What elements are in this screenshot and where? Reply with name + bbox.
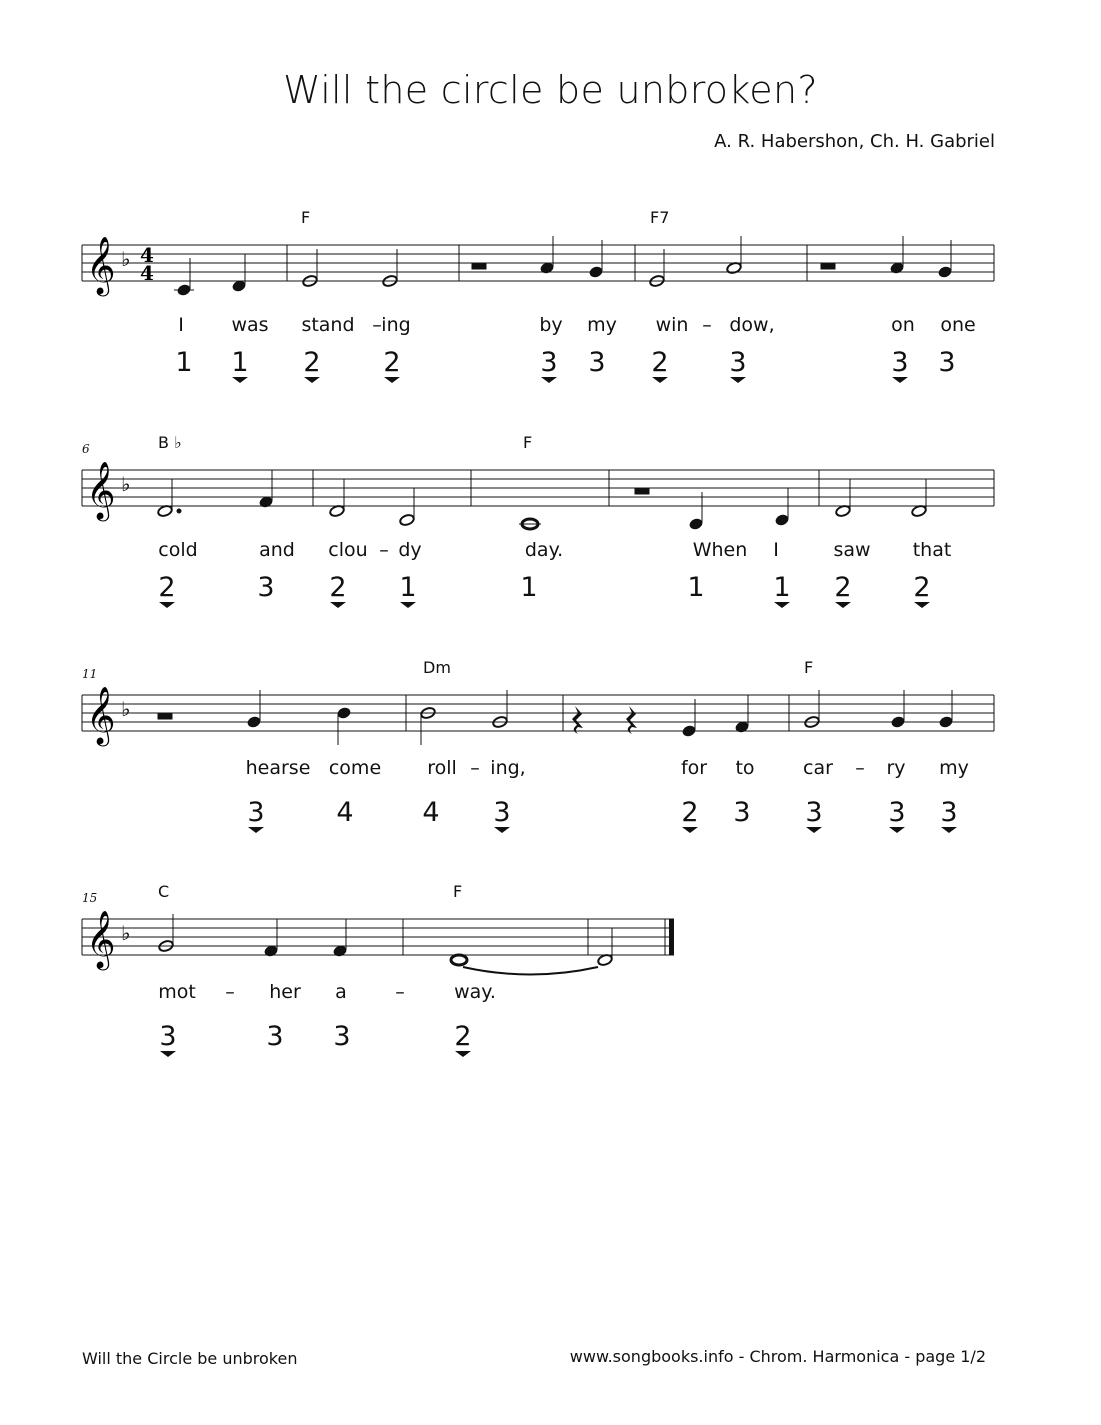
svg-text:♭: ♭ bbox=[121, 697, 131, 721]
harmonica-tab-draw: 2 bbox=[675, 798, 705, 833]
lyric-syllable: to bbox=[735, 757, 755, 779]
harmonica-tab: 3 bbox=[588, 347, 606, 378]
lyric-syllable: ing bbox=[381, 314, 411, 336]
harmonica-tab: 4 bbox=[336, 797, 354, 828]
lyric-syllable: her bbox=[269, 981, 301, 1003]
svg-text:𝄞: 𝄞 bbox=[86, 461, 116, 519]
harmonica-tab-draw: 2 bbox=[323, 573, 353, 608]
lyric-syllable: day. bbox=[524, 539, 564, 561]
svg-text:♭: ♭ bbox=[121, 247, 131, 271]
lyric-syllable: I bbox=[773, 539, 779, 561]
lyric-hyphen: – bbox=[702, 314, 712, 336]
harmonica-tab: 1 bbox=[687, 572, 705, 603]
harmonica-tab: 1 bbox=[175, 347, 193, 378]
harmonica-tab-draw: 2 bbox=[448, 1022, 478, 1057]
chord-symbol: F bbox=[301, 208, 311, 227]
composer: A. R. Habershon, Ch. H. Gabriel bbox=[714, 131, 995, 152]
lyric-syllable: saw bbox=[833, 539, 871, 561]
harmonica-tab: 3 bbox=[733, 797, 751, 828]
svg-text:𝄞: 𝄞 bbox=[86, 686, 116, 744]
lyric-syllable: mot bbox=[158, 981, 196, 1003]
bar-number: 6 bbox=[82, 442, 90, 456]
svg-text:♭: ♭ bbox=[121, 472, 131, 496]
harmonica-tab-draw: 2 bbox=[828, 573, 858, 608]
lyric-syllable: that bbox=[912, 539, 952, 561]
svg-text:♭: ♭ bbox=[121, 921, 131, 945]
svg-text:4: 4 bbox=[140, 261, 154, 285]
harmonica-tab-draw: 2 bbox=[152, 573, 182, 608]
lyric-syllable: by bbox=[539, 314, 563, 336]
harmonica-tab-draw: 3 bbox=[241, 798, 271, 833]
harmonica-tab-draw: 1 bbox=[767, 573, 797, 608]
harmonica-tab: 3 bbox=[266, 1021, 284, 1052]
lyric-syllable: roll bbox=[427, 757, 457, 779]
harmonica-tab-draw: 2 bbox=[377, 348, 407, 383]
harmonica-tab-draw: 3 bbox=[487, 798, 517, 833]
lyric-syllable: and bbox=[259, 539, 295, 561]
system-2 bbox=[0, 415, 1101, 625]
system-4 bbox=[0, 864, 1101, 1074]
svg-text:𝄞: 𝄞 bbox=[86, 910, 116, 968]
harmonica-tab-draw: 3 bbox=[885, 348, 915, 383]
harmonica-tab: 3 bbox=[333, 1021, 351, 1052]
harmonica-tab-draw: 2 bbox=[645, 348, 675, 383]
harmonica-tab-draw: 3 bbox=[153, 1022, 183, 1057]
chord-symbol: Dm bbox=[423, 658, 451, 677]
harmonica-tab: 4 bbox=[422, 797, 440, 828]
lyric-hyphen: – bbox=[225, 981, 235, 1003]
lyric-syllable: hearse bbox=[245, 757, 311, 779]
lyric-hyphen: – bbox=[855, 757, 865, 779]
harmonica-tab: 1 bbox=[520, 572, 538, 603]
lyric-syllable: way. bbox=[454, 981, 496, 1003]
svg-text:𝄞: 𝄞 bbox=[86, 236, 116, 294]
lyric-syllable: dow, bbox=[729, 314, 775, 336]
footer-source: www.songbooks.info - Chrom. Harmonica - page 1/2 bbox=[569, 1347, 986, 1366]
svg-text:4: 4 bbox=[140, 243, 154, 267]
chord-symbol: C bbox=[158, 882, 170, 901]
lyric-syllable: dy bbox=[398, 539, 422, 561]
lyric-syllable: cold bbox=[158, 539, 198, 561]
lyric-syllable: ing, bbox=[490, 757, 526, 779]
lyric-hyphen: – bbox=[372, 314, 382, 336]
lyric-syllable: I bbox=[178, 314, 184, 336]
lyric-hyphen: – bbox=[379, 539, 389, 561]
harmonica-tab-draw: 3 bbox=[934, 798, 964, 833]
lyric-syllable: a bbox=[335, 981, 347, 1003]
lyric-syllable: stand bbox=[301, 314, 355, 336]
lyric-syllable: on bbox=[891, 314, 915, 336]
lyric-syllable: one bbox=[940, 314, 976, 336]
lyric-syllable: ry bbox=[886, 757, 906, 779]
lyric-syllable: my bbox=[939, 757, 969, 779]
harmonica-tab-draw: 1 bbox=[393, 573, 423, 608]
chord-symbol: B ♭ bbox=[158, 433, 182, 452]
lyric-syllable: was bbox=[231, 314, 269, 336]
harmonica-tab-draw: 3 bbox=[534, 348, 564, 383]
chord-symbol: F7 bbox=[650, 208, 670, 227]
lyric-syllable: car bbox=[803, 757, 833, 779]
lyric-syllable: come bbox=[328, 757, 382, 779]
harmonica-tab-draw: 3 bbox=[882, 798, 912, 833]
footer-title: Will the Circle be unbroken bbox=[82, 1349, 298, 1368]
lyric-syllable: When bbox=[692, 539, 748, 561]
chord-symbol: F bbox=[523, 433, 533, 452]
bar-number: 11 bbox=[82, 667, 98, 681]
harmonica-tab-draw: 2 bbox=[297, 348, 327, 383]
harmonica-tab-draw: 2 bbox=[907, 573, 937, 608]
harmonica-tab: 3 bbox=[938, 347, 956, 378]
lyric-hyphen: – bbox=[470, 757, 480, 779]
harmonica-tab: 3 bbox=[257, 572, 275, 603]
lyric-syllable: win bbox=[655, 314, 689, 336]
lyric-syllable: for bbox=[680, 757, 708, 779]
song-title: Will the circle be unbroken? bbox=[283, 68, 818, 112]
harmonica-tab-draw: 1 bbox=[225, 348, 255, 383]
chord-symbol: F bbox=[804, 658, 814, 677]
harmonica-tab-draw: 3 bbox=[799, 798, 829, 833]
bar-number: 15 bbox=[82, 891, 98, 905]
harmonica-tab-draw: 3 bbox=[723, 348, 753, 383]
chord-symbol: F bbox=[453, 882, 463, 901]
system-3 bbox=[0, 640, 1101, 850]
lyric-hyphen: – bbox=[395, 981, 405, 1003]
lyric-syllable: my bbox=[587, 314, 617, 336]
lyric-syllable: clou bbox=[328, 539, 368, 561]
system-1 bbox=[0, 190, 1101, 400]
